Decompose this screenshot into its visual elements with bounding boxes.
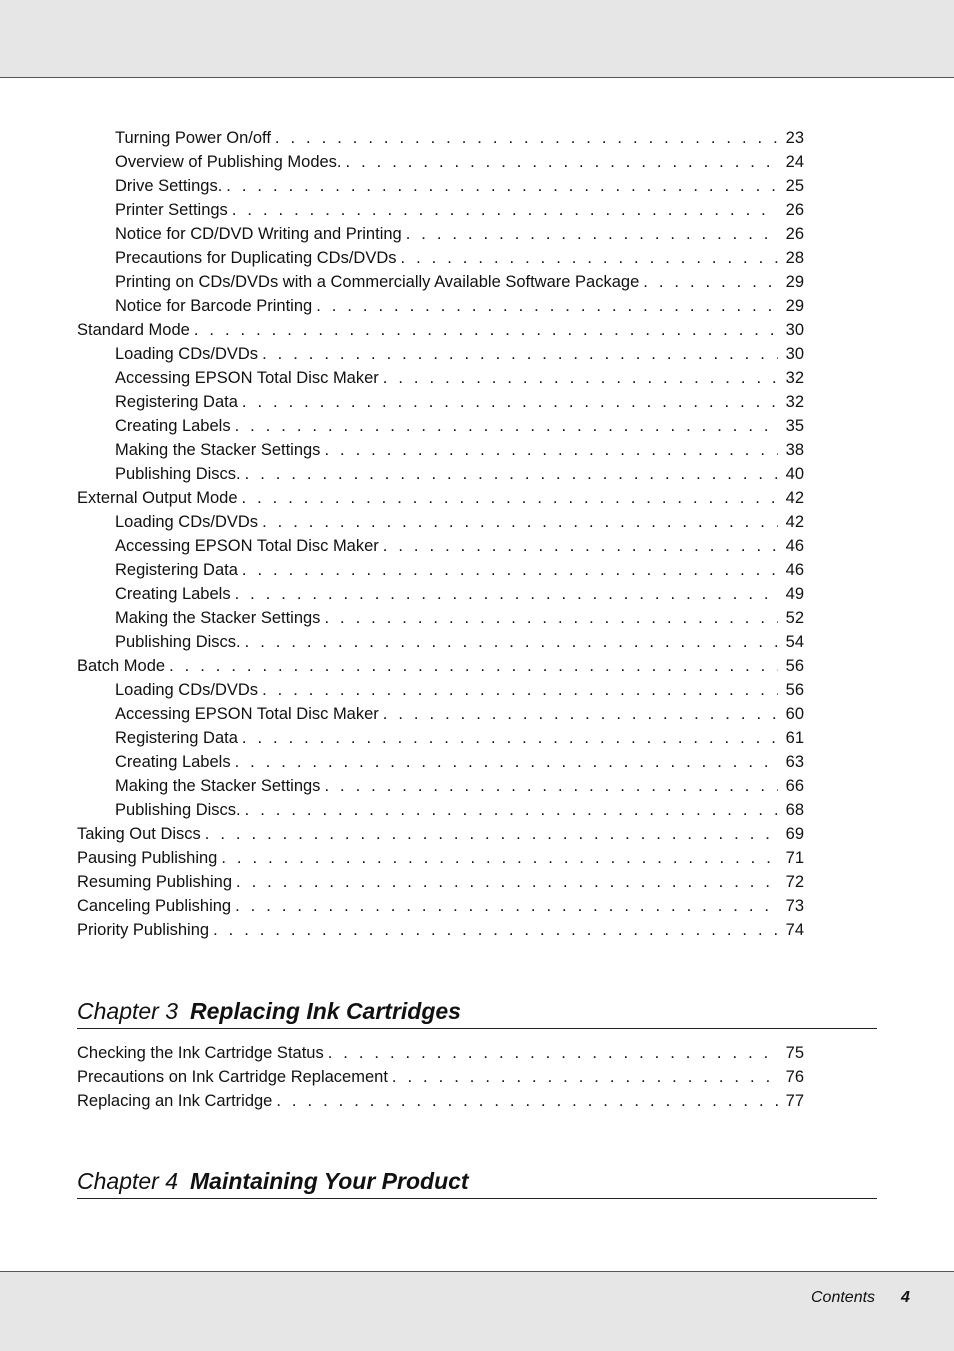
toc-dot-leader bbox=[383, 702, 778, 726]
toc-entry-title: Making the Stacker Settings bbox=[115, 441, 321, 459]
toc-entry[interactable] bbox=[77, 534, 804, 558]
toc-entry-title: Checking the Ink Cartridge Status bbox=[77, 1044, 324, 1062]
toc-dot-leader bbox=[383, 366, 778, 390]
footer-page-number: 4 bbox=[901, 1289, 910, 1306]
toc-entry-page: 42 bbox=[785, 513, 804, 531]
chapter-3-toc bbox=[77, 1041, 804, 1113]
toc-dot-leader bbox=[401, 246, 778, 270]
toc-dot-leader bbox=[262, 342, 778, 366]
toc-dot-leader bbox=[316, 294, 778, 318]
toc-dot-leader bbox=[242, 486, 778, 510]
toc-entry-page: 38 bbox=[785, 441, 804, 459]
toc-entry-title: Precautions for Duplicating CDs/DVDs bbox=[115, 249, 397, 267]
toc-entry-page: 56 bbox=[785, 657, 804, 675]
toc-entry-page: 29 bbox=[785, 297, 804, 315]
toc-entry[interactable] bbox=[77, 222, 804, 246]
toc-entry[interactable] bbox=[77, 294, 804, 318]
toc-entry-title: Notice for Barcode Printing bbox=[115, 297, 313, 315]
toc-dot-leader bbox=[346, 150, 778, 174]
toc-entry[interactable] bbox=[77, 750, 804, 774]
toc-entry-title: Batch Mode bbox=[77, 657, 166, 675]
toc-entry-page: 73 bbox=[785, 897, 804, 915]
chapter-title: Maintaining Your Product bbox=[190, 1168, 469, 1194]
toc-entry-title: Making the Stacker Settings bbox=[115, 609, 321, 627]
toc-entry-title: Notice for CD/DVD Writing and Printing bbox=[115, 225, 402, 243]
toc-dot-leader bbox=[262, 678, 778, 702]
toc-entry-title: Loading CDs/DVDs bbox=[115, 345, 259, 363]
toc-entry-title: Accessing EPSON Total Disc Maker bbox=[115, 369, 379, 387]
toc-entry-page: 35 bbox=[785, 417, 804, 435]
toc-dot-leader bbox=[235, 582, 778, 606]
toc-entry[interactable] bbox=[77, 198, 804, 222]
toc-entry[interactable] bbox=[77, 918, 804, 942]
toc-dot-leader bbox=[242, 726, 778, 750]
toc-entry-title: Publishing Discs. bbox=[115, 633, 241, 651]
toc-entry[interactable] bbox=[77, 702, 804, 726]
toc-entry-title: Priority Publishing bbox=[77, 921, 210, 939]
toc-dot-leader bbox=[324, 606, 778, 630]
toc-dot-leader bbox=[169, 654, 778, 678]
toc-dot-leader bbox=[194, 318, 778, 342]
toc-entry-page: 66 bbox=[785, 777, 804, 795]
toc-entry-title: External Output Mode bbox=[77, 489, 238, 507]
toc-entry[interactable] bbox=[77, 870, 804, 894]
toc-dot-leader bbox=[235, 894, 778, 918]
toc-dot-leader bbox=[242, 390, 778, 414]
toc-entry-page: 30 bbox=[785, 345, 804, 363]
toc-entry-page: 26 bbox=[785, 225, 804, 243]
toc-entry[interactable] bbox=[77, 678, 804, 702]
toc-entry[interactable] bbox=[77, 894, 804, 918]
toc-entry-page: 76 bbox=[785, 1068, 804, 1086]
toc-entry-title: Taking Out Discs bbox=[77, 825, 201, 843]
toc-entry-page: 46 bbox=[785, 561, 804, 579]
toc-entry[interactable] bbox=[77, 798, 804, 822]
toc-entry-page: 49 bbox=[785, 585, 804, 603]
toc-entry[interactable] bbox=[77, 486, 804, 510]
toc-entry-page: 56 bbox=[785, 681, 804, 699]
toc-entry[interactable] bbox=[77, 726, 804, 750]
toc-entry-page: 29 bbox=[785, 273, 804, 291]
toc-entry-title: Precautions on Ink Cartridge Replacement bbox=[77, 1068, 388, 1086]
toc-entry-page: 63 bbox=[785, 753, 804, 771]
toc-entry[interactable] bbox=[77, 774, 804, 798]
toc-dot-leader bbox=[221, 846, 778, 870]
toc-entry-page: 52 bbox=[785, 609, 804, 627]
toc-entry-page: 32 bbox=[785, 393, 804, 411]
toc-dot-leader bbox=[328, 1041, 778, 1065]
toc-entry-page: 26 bbox=[785, 201, 804, 219]
toc-entry[interactable] bbox=[77, 126, 804, 150]
toc-entry[interactable] bbox=[77, 246, 804, 270]
toc-entry-page: 77 bbox=[785, 1092, 804, 1110]
toc-dot-leader bbox=[383, 534, 778, 558]
toc-entry[interactable] bbox=[77, 414, 804, 438]
toc-dot-leader bbox=[406, 222, 778, 246]
toc-entry[interactable] bbox=[77, 558, 804, 582]
toc-entry-title: Accessing EPSON Total Disc Maker bbox=[115, 537, 379, 555]
toc-entry-page: 69 bbox=[785, 825, 804, 843]
table-of-contents bbox=[77, 126, 804, 942]
toc-entry-page: 71 bbox=[785, 849, 804, 867]
toc-entry[interactable] bbox=[77, 822, 804, 846]
toc-dot-leader bbox=[245, 630, 778, 654]
toc-entry[interactable] bbox=[77, 438, 804, 462]
toc-entry[interactable] bbox=[77, 366, 804, 390]
toc-entry[interactable] bbox=[77, 174, 804, 198]
toc-dot-leader bbox=[205, 822, 778, 846]
toc-dot-leader bbox=[213, 918, 778, 942]
chapter-4-heading bbox=[77, 1166, 877, 1199]
toc-entry[interactable] bbox=[77, 654, 804, 678]
toc-entry[interactable] bbox=[77, 318, 804, 342]
toc-entry-title: Accessing EPSON Total Disc Maker bbox=[115, 705, 379, 723]
toc-dot-leader bbox=[242, 558, 778, 582]
toc-entry-page: 46 bbox=[785, 537, 804, 555]
toc-entry-page: 28 bbox=[785, 249, 804, 267]
toc-entry-page: 25 bbox=[785, 177, 804, 195]
toc-entry-title: Registering Data bbox=[115, 393, 238, 411]
toc-entry-page: 54 bbox=[785, 633, 804, 651]
toc-entry-page: 60 bbox=[785, 705, 804, 723]
toc-entry-title: Registering Data bbox=[115, 561, 238, 579]
toc-dot-leader bbox=[235, 750, 778, 774]
footer-section-label: Contents bbox=[811, 1289, 876, 1306]
toc-dot-leader bbox=[232, 198, 778, 222]
toc-entry-title: Printing on CDs/DVDs with a Commercially Available Software Package bbox=[115, 273, 640, 291]
toc-dot-leader bbox=[226, 174, 778, 198]
toc-dot-leader bbox=[324, 774, 778, 798]
toc-entry[interactable] bbox=[77, 630, 804, 654]
toc-entry-page: 75 bbox=[785, 1044, 804, 1062]
toc-entry-page: 30 bbox=[785, 321, 804, 339]
chapter-number: Chapter 3 bbox=[77, 998, 179, 1024]
toc-entry-title: Loading CDs/DVDs bbox=[115, 513, 259, 531]
toc-entry[interactable] bbox=[77, 846, 804, 870]
toc-entry[interactable] bbox=[77, 606, 804, 630]
toc-entry[interactable] bbox=[77, 342, 804, 366]
toc-entry-page: 24 bbox=[785, 153, 804, 171]
toc-dot-leader bbox=[262, 510, 778, 534]
toc-entry[interactable] bbox=[77, 1089, 804, 1113]
toc-entry-title: Printer Settings bbox=[115, 201, 228, 219]
toc-dot-leader bbox=[236, 870, 778, 894]
page-header-band bbox=[0, 0, 954, 78]
toc-entry[interactable] bbox=[77, 390, 804, 414]
toc-entry-title: Creating Labels bbox=[115, 417, 231, 435]
toc-entry[interactable] bbox=[77, 1041, 804, 1065]
toc-entry[interactable] bbox=[77, 270, 804, 294]
chapter-3-heading bbox=[77, 996, 877, 1029]
toc-entry-title: Standard Mode bbox=[77, 321, 190, 339]
toc-entry[interactable] bbox=[77, 1065, 804, 1089]
toc-dot-leader bbox=[245, 798, 778, 822]
toc-entry-title: Making the Stacker Settings bbox=[115, 777, 321, 795]
toc-entry-page: 23 bbox=[785, 129, 804, 147]
toc-dot-leader bbox=[392, 1065, 778, 1089]
toc-dot-leader bbox=[276, 1089, 778, 1113]
toc-entry-page: 61 bbox=[785, 729, 804, 747]
toc-entry-title: Resuming Publishing bbox=[77, 873, 233, 891]
toc-entry-title: Creating Labels bbox=[115, 585, 231, 603]
toc-entry-title: Drive Settings. bbox=[115, 177, 223, 195]
toc-dot-leader bbox=[235, 414, 778, 438]
toc-entry-page: 42 bbox=[785, 489, 804, 507]
chapter-number: Chapter 4 bbox=[77, 1168, 179, 1194]
toc-entry-title: Replacing an Ink Cartridge bbox=[77, 1092, 273, 1110]
toc-entry-page: 32 bbox=[785, 369, 804, 387]
toc-entry[interactable] bbox=[77, 582, 804, 606]
toc-entry[interactable] bbox=[77, 462, 804, 486]
toc-entry-page: 68 bbox=[785, 801, 804, 819]
toc-entry-title: Publishing Discs. bbox=[115, 801, 241, 819]
toc-entry-page: 72 bbox=[785, 873, 804, 891]
toc-entry-title: Publishing Discs. bbox=[115, 465, 241, 483]
toc-entry-page: 74 bbox=[785, 921, 804, 939]
toc-entry-title: Canceling Publishing bbox=[77, 897, 232, 915]
toc-entry-title: Overview of Publishing Modes. bbox=[115, 153, 342, 171]
page-footer-band bbox=[0, 1271, 954, 1351]
toc-dot-leader bbox=[643, 270, 778, 294]
toc-dot-leader bbox=[245, 462, 778, 486]
toc-entry-title: Creating Labels bbox=[115, 753, 231, 771]
toc-entry-title: Pausing Publishing bbox=[77, 849, 218, 867]
toc-entry-title: Loading CDs/DVDs bbox=[115, 681, 259, 699]
toc-entry-title: Turning Power On/off bbox=[115, 129, 271, 147]
toc-entry-page: 40 bbox=[785, 465, 804, 483]
toc-dot-leader bbox=[275, 126, 778, 150]
toc-dot-leader bbox=[324, 438, 778, 462]
toc-entry-title: Registering Data bbox=[115, 729, 238, 747]
toc-entry[interactable] bbox=[77, 150, 804, 174]
toc-entry[interactable] bbox=[77, 510, 804, 534]
chapter-title: Replacing Ink Cartridges bbox=[190, 998, 461, 1024]
